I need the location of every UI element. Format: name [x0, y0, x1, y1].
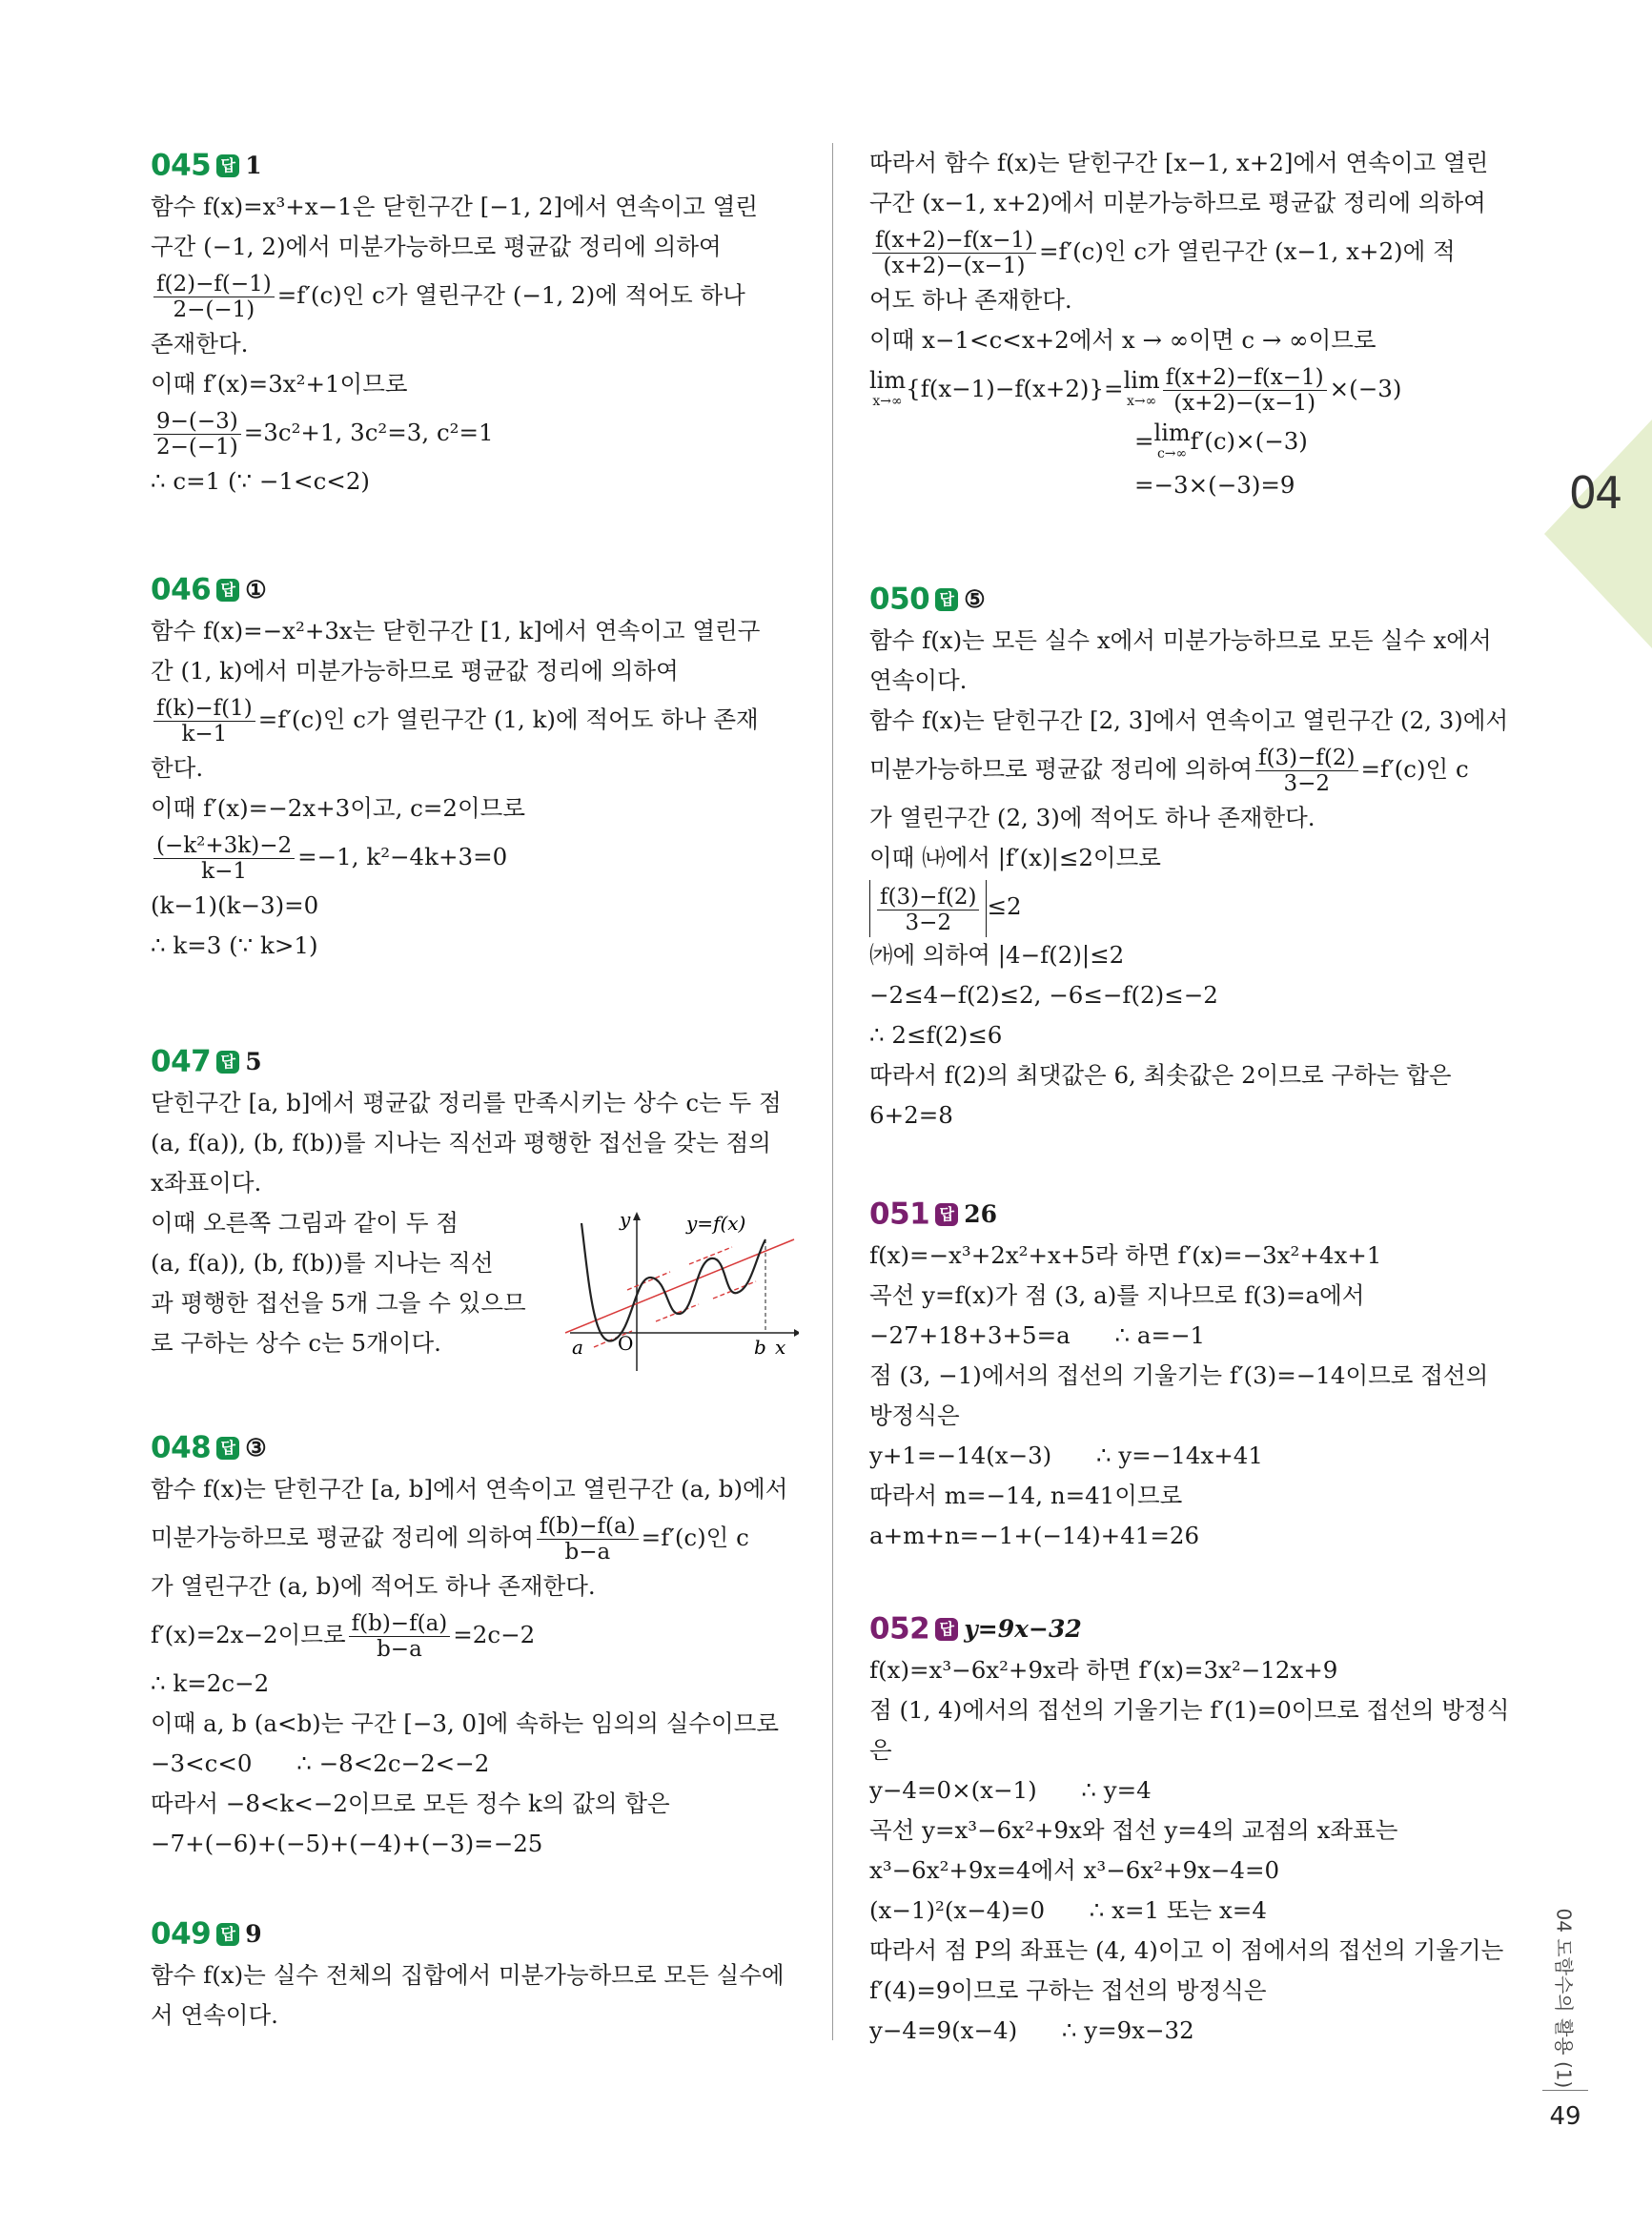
chapter-side-label	[1548, 1908, 1582, 2089]
fraction	[153, 696, 255, 747]
text-line: (a, f(a)), (b, f(b))를 지나는 직선	[151, 1249, 494, 1277]
denominator: b−a	[377, 1637, 422, 1662]
text-segment: =2c−2	[453, 1621, 536, 1648]
numerator: 9−(−3)	[153, 409, 241, 435]
a-label: a	[572, 1336, 583, 1359]
problem-header	[151, 1425, 799, 1469]
text-line: 이때 x−1<c<x+2에서 x → ∞이면 c → ∞이므로	[869, 326, 1377, 354]
answer-value: 5	[245, 1047, 262, 1075]
fraction	[349, 1611, 451, 1662]
problem-number: 049	[151, 1916, 212, 1952]
tangent-line	[713, 1281, 756, 1299]
problem-header	[869, 577, 1518, 621]
denominator: k−1	[181, 722, 228, 747]
answer-tag: 답	[216, 579, 239, 602]
mean-value-graph	[561, 1209, 799, 1376]
text-segment: =−1, k²−4k+3=0	[297, 843, 508, 870]
text-segment: {f(x−1)−f(x+2)}=	[906, 375, 1124, 402]
text-line: 가 열린구간 (2, 3)에 적어도 하나 존재한다.	[869, 804, 1315, 831]
limit-subscript: x→∞	[1126, 393, 1157, 409]
problem-header	[151, 1039, 799, 1083]
text-line: f′(4)=9이므로 구하는 접선의 방정식은	[869, 1976, 1267, 2004]
fraction-line	[869, 741, 1518, 798]
text-line: ∴ c=1 (∵ −1<c<2)	[151, 467, 370, 495]
text-line: ∴ k=3 (∵ k>1)	[151, 931, 318, 959]
text-segment: f′(x)=2x−2이므로	[151, 1621, 346, 1648]
numerator: f(x+2)−f(x−1)	[1163, 365, 1327, 391]
fraction	[153, 409, 241, 460]
fraction-line	[869, 223, 1518, 280]
answer-tag: 답	[216, 1051, 239, 1074]
text-line: 가 열린구간 (a, b)에 적어도 하나 존재한다.	[151, 1572, 596, 1600]
text-line: −3<c<0 ∴ −8<2c−2<−2	[151, 1749, 490, 1777]
fraction-line	[151, 691, 799, 748]
denominator: k−1	[201, 859, 247, 884]
problem-header	[869, 1606, 1518, 1650]
problem-046	[151, 567, 799, 966]
answer-tag: 답	[216, 1923, 239, 1946]
chapter-tab-label: 04	[1568, 467, 1621, 519]
denominator: 3−2	[1283, 771, 1331, 796]
fraction	[1163, 365, 1327, 416]
text-segment: f′(c)×(−3)	[1190, 427, 1308, 455]
answer-tag: 답	[216, 154, 239, 177]
text-segment: =f′(c)인 c가 열린구간 (−1, 2)에 적어도 하나	[276, 281, 745, 309]
text-line: 곡선 y=x³−6x²+9x와 접선 y=4의 교점의 x좌표는	[869, 1816, 1398, 1844]
text-line: x좌표이다.	[151, 1169, 262, 1197]
limit-symbol: lim	[869, 366, 907, 394]
denominator: (x+2)−(x−1)	[883, 254, 1026, 278]
denominator: 2−(−1)	[173, 297, 255, 322]
numerator: f(x+2)−f(x−1)	[872, 228, 1036, 254]
answer-value: ⑤	[964, 584, 986, 613]
problem-047	[151, 1039, 799, 1363]
text-line: 연속이다.	[869, 666, 968, 694]
problem-049-continued	[869, 143, 1518, 505]
b-label: b	[754, 1336, 766, 1359]
answer-tag: 답	[935, 1203, 958, 1226]
text-line: 함수 f(x)=x³+x−1은 닫힌구간 [−1, 2]에서 연속이고 열린	[151, 193, 758, 220]
y-axis-arrow	[633, 1212, 641, 1220]
page-number-rule	[1542, 2090, 1588, 2091]
text-line: 점 (3, −1)에서의 접선의 기울기는 f′(3)=−14이므로 접선의	[869, 1361, 1489, 1389]
text-line: 이때 a, b (a<b)는 구간 [−3, 0]에 속하는 임의의 실수이므로	[151, 1709, 780, 1737]
text-line: ∴ 2≤f(2)≤6	[869, 1021, 1003, 1049]
answer-tag: 답	[935, 588, 958, 611]
fraction	[1255, 746, 1357, 796]
text-line: 6+2=8	[869, 1101, 953, 1129]
numerator: (−k²+3k)−2	[153, 833, 295, 859]
text-segment: 미분가능하므로 평균값 정리에 의하여	[151, 1524, 535, 1551]
problem-049	[151, 1912, 799, 2036]
fraction-line	[869, 878, 1518, 935]
text-line: 함수 f(x)는 닫힌구간 [2, 3]에서 연속이고 열린구간 (2, 3)에서	[869, 706, 1509, 734]
limit-line	[869, 360, 1518, 418]
fraction-line	[151, 1606, 799, 1664]
text-line: −27+18+3+5=a ∴ a=−1	[869, 1321, 1206, 1349]
origin-label: O	[618, 1332, 634, 1355]
text-line: 방정식은	[869, 1401, 960, 1429]
text-line: (a, f(a)), (b, f(b))를 지나는 직선과 평행한 접선을 갖는 점의	[151, 1129, 771, 1156]
fraction-line	[151, 267, 799, 324]
text-line: 함수 f(x)는 모든 실수 x에서 미분가능하므로 모든 실수 x에서	[869, 626, 1492, 654]
problem-header	[151, 143, 799, 187]
problem-number: 048	[151, 1430, 212, 1465]
text-line: 함수 f(x)는 닫힌구간 [a, b]에서 연속이고 열린구간 (a, b)에서	[151, 1475, 788, 1503]
text-line: 존재한다.	[151, 330, 249, 358]
x-axis-arrow	[794, 1329, 799, 1337]
fraction-line	[151, 1509, 799, 1566]
text-segment: ×(−3)	[1329, 375, 1402, 402]
text-segment: =f′(c)인 c	[1360, 755, 1469, 783]
text-line: 따라서 점 P의 좌표는 (4, 4)이고 이 점에서의 접선의 기울기는	[869, 1936, 1504, 1964]
text-line: 한다.	[151, 754, 204, 782]
text-line: y−4=9(x−4) ∴ y=9x−32	[869, 2016, 1194, 2044]
limit-symbol: lim	[1153, 419, 1191, 446]
text-line: f(x)=x³−6x²+9x라 하면 f′(x)=3x²−12x+9	[869, 1656, 1338, 1684]
text-line: 이때 f′(x)=−2x+3이고, c=2이므로	[151, 794, 526, 822]
problem-header	[151, 1912, 799, 1955]
answer-value: 26	[964, 1199, 998, 1228]
answer-value: ①	[245, 575, 267, 604]
problem-number: 052	[869, 1611, 930, 1647]
problem-header	[151, 567, 799, 611]
answer-value: 1	[245, 151, 262, 179]
fraction	[153, 833, 295, 884]
text-line: 따라서 f(2)의 최댓값은 6, 최솟값은 2이므로 구하는 합은	[869, 1061, 1452, 1089]
answer-value: y=9x−32	[964, 1614, 1082, 1643]
chapter-tab-shape	[1544, 419, 1652, 648]
text-segment: =3c²+1, 3c²=3, c²=1	[243, 419, 494, 446]
numerator: f(3)−f(2)	[1255, 746, 1357, 771]
text-line: 구간 (x−1, x+2)에서 미분가능하므로 평균값 정리에 의하여	[869, 189, 1486, 216]
text-line: y+1=−14(x−3) ∴ y=−14x+41	[869, 1442, 1263, 1469]
text-line: −7+(−6)+(−5)+(−4)+(−3)=−25	[151, 1830, 543, 1857]
text-segment: 미분가능하므로 평균값 정리에 의하여	[869, 755, 1254, 783]
problem-header	[869, 1192, 1518, 1236]
denominator: b−a	[564, 1540, 611, 1565]
answer-tag: 답	[216, 1437, 239, 1460]
fraction	[153, 272, 275, 322]
text-line: 함수 f(x)=−x²+3x는 닫힌구간 [1, k]에서 연속이고 열린구	[151, 617, 761, 644]
y-axis-label: y	[620, 1209, 631, 1231]
answer-tag: 답	[935, 1618, 958, 1641]
limit	[1153, 419, 1191, 464]
text-line: 과 평행한 접선을 5개 그을 수 있으므	[151, 1289, 526, 1317]
fraction	[872, 228, 1036, 278]
numerator: f(3)−f(2)	[877, 885, 979, 910]
problem-051	[869, 1192, 1518, 1556]
text-line: −2≤4−f(2)≤2, −6≤−f(2)≤−2	[869, 981, 1218, 1009]
text-line: 이때 ㈏에서 |f′(x)|≤2이므로	[869, 844, 1161, 871]
text-line: x³−6x²+9x=4에서 x³−6x²+9x−4=0	[869, 1856, 1280, 1884]
function-curve	[581, 1223, 765, 1341]
denominator: (x+2)−(x−1)	[1173, 391, 1316, 416]
text-line: 따라서 m=−14, n=41이므로	[869, 1482, 1183, 1509]
text-line: y−4=0×(x−1) ∴ y=4	[869, 1776, 1152, 1804]
problem-number: 050	[869, 582, 930, 617]
text-line: f(x)=−x³+2x²+x+5라 하면 f′(x)=−3x²+4x+1	[869, 1241, 1382, 1269]
text-segment: =f′(c)인 c가 열린구간 (x−1, x+2)에 적	[1038, 237, 1456, 265]
text-line: a+m+n=−1+(−14)+41=26	[869, 1522, 1200, 1549]
numerator: f(k)−f(1)	[153, 696, 255, 722]
x-axis-label: x	[775, 1336, 786, 1359]
text-line: 은	[869, 1736, 892, 1764]
text-line: ∴ k=2c−2	[151, 1669, 270, 1697]
problem-number: 045	[151, 148, 212, 183]
column-divider	[832, 143, 833, 2040]
text-segment: =	[1134, 427, 1154, 455]
text-line: 이때 오른쪽 그림과 같이 두 점	[151, 1209, 459, 1237]
problem-number: 047	[151, 1044, 212, 1079]
fraction-line	[151, 829, 799, 886]
text-line: 서 연속이다.	[151, 2001, 278, 2029]
answer-value: 9	[245, 1919, 262, 1948]
fraction	[877, 885, 979, 935]
text-line: 이때 f′(x)=3x²+1이므로	[151, 370, 408, 398]
text-line: 곡선 y=f(x)가 점 (3, a)를 지나므로 f(3)=a에서	[869, 1281, 1365, 1309]
problem-045	[151, 143, 799, 501]
text-line: ㈎에 의하여 |4−f(2)|≤2	[869, 941, 1125, 969]
text-line: 로 구하는 상수 c는 5개이다.	[151, 1329, 441, 1357]
tangent-line	[627, 1272, 670, 1290]
fraction	[537, 1514, 639, 1565]
chapter-side-label-text: 04 도함수의 활용 (1)	[1552, 1908, 1576, 2089]
text-line: 닫힌구간 [a, b]에서 평균값 정리를 만족시키는 상수 c는 두 점	[151, 1089, 782, 1116]
absolute-value	[869, 880, 987, 937]
numerator: f(b)−f(a)	[537, 1514, 639, 1540]
page-number: 49	[1549, 2102, 1581, 2131]
problem-number: 051	[869, 1197, 930, 1232]
text-line: 따라서 −8<k<−2이므로 모든 정수 k의 값의 합은	[151, 1790, 670, 1817]
denominator: 2−(−1)	[156, 435, 238, 460]
answer-value: ③	[245, 1433, 267, 1462]
limit-symbol: lim	[1123, 366, 1160, 394]
limit-subscript: c→∞	[1156, 445, 1188, 461]
text-line: (x−1)²(x−4)=0 ∴ x=1 또는 x=4	[869, 1896, 1267, 1924]
limit-line	[869, 418, 1518, 465]
text-segment: =f′(c)인 c	[641, 1524, 749, 1551]
numerator: f(2)−f(−1)	[153, 272, 275, 297]
fraction-line	[151, 404, 799, 461]
problem-048	[151, 1425, 799, 1864]
denominator: 3−2	[905, 910, 951, 935]
problem-052	[869, 1606, 1518, 2051]
text-line: 점 (1, 4)에서의 접선의 기울기는 f′(1)=0이므로 접선의 방정식	[869, 1696, 1510, 1724]
text-line: (k−1)(k−3)=0	[151, 891, 319, 919]
limit	[1123, 366, 1160, 412]
function-label: y=f(x)	[686, 1212, 746, 1235]
text-line: 간 (1, k)에서 미분가능하므로 평균값 정리에 의하여	[151, 657, 679, 685]
text-line: 따라서 함수 f(x)는 닫힌구간 [x−1, x+2]에서 연속이고 열린	[869, 149, 1489, 176]
numerator: f(b)−f(a)	[349, 1611, 451, 1637]
problem-number: 046	[151, 572, 212, 607]
text-segment: ≤2	[987, 892, 1022, 920]
text-line: 함수 f(x)는 실수 전체의 집합에서 미분가능하므로 모든 실수에	[151, 1961, 785, 1989]
limit-subscript: x→∞	[872, 393, 903, 409]
text-line: 구간 (−1, 2)에서 미분가능하므로 평균값 정리에 의하여	[151, 233, 722, 260]
text-line: 어도 하나 존재한다.	[869, 286, 1072, 314]
text-line: =−3×(−3)=9	[1134, 471, 1295, 499]
text-segment: =f′(c)인 c가 열린구간 (1, k)에 적어도 하나 존재	[257, 706, 759, 733]
problem-050	[869, 577, 1518, 1135]
tangent-line	[689, 1247, 732, 1264]
limit	[869, 366, 907, 412]
